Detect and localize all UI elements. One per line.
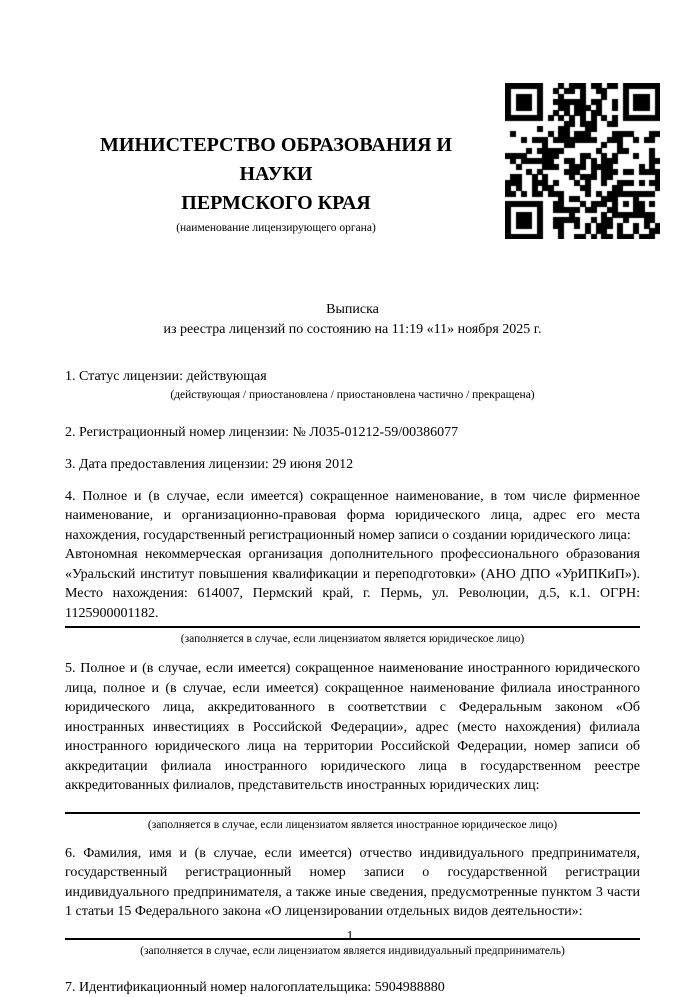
item-license-status: [65, 367, 640, 402]
grant-date-text: 3. Дата предоставления лицензии: 29 июня 2012: [65, 455, 640, 475]
qr-code: [505, 83, 660, 239]
document-title: Выписка: [65, 300, 640, 320]
individual-entrepreneur-fill-caption: (заполняется в случае, если лицензиатом является индивидуальный предприниматель): [65, 945, 640, 958]
legal-entity-description: 4. Полное и (в случае, если имеется) сокращенное наименование, в том числе фирменное наименование, и организационно-правовая форма юридического лица, адрес его места нахождения, государственный регистрационный номер записи о создании юридического лица:: [65, 487, 640, 546]
licensing-authority-header: [65, 131, 487, 235]
document-title-block: [65, 300, 640, 340]
item-registration-number: [65, 423, 640, 443]
page-number: 1: [0, 928, 700, 944]
legal-entity-underline: [65, 626, 640, 628]
legal-entity-value: Автономная некоммерческая организация дополнительного профессионального образования «Уральский институт повышения квалификации и переподготовки» (АНО ДПО «УрИПКиП»). Место нахождения: 614007, Пермский край, г. Пермь, ул. Революции, д.5, к.1. ОГРН: 1125900001182.: [65, 545, 640, 623]
taxpayer-id-text: 7. Идентификационный номер налогоплательщика: 5904988880: [65, 978, 640, 997]
foreign-entity-empty-value-line: [65, 796, 640, 809]
individual-entrepreneur-description: 6. Фамилия, имя и (в случае, если имеется) отчество индивидуального предпринимателя, государственный регистрационный номер записи о государственной регистрации индивидуального предпринимателя, а также иные сведения, предусмотренные пунктом 3 части 1 статьи 15 Федерального закона «О лицензировании отдельных видов деятельности»:: [65, 844, 640, 922]
item-grant-date: [65, 455, 640, 475]
license-details: [65, 367, 640, 997]
item-foreign-entity: [65, 659, 640, 832]
ministry-name-line2: ПЕРМСКОГО КРАЯ: [65, 189, 487, 218]
ministry-name-line1: МИНИСТЕРСТВО ОБРАЗОВАНИЯ И НАУКИ: [65, 131, 487, 189]
foreign-entity-underline: [65, 812, 640, 814]
foreign-entity-description: 5. Полное и (в случае, если имеется) сокращенное наименование иностранного юридического лица, полное и (в случае, если имеется) сокращенное наименование филиала иностранного юридического лица, аккредитованного в соответствии с Федеральным законом «Об иностранных инвестициях в Российской Федерации», адрес (место нахождения) филиала иностранного юридического лица на территории Российской Федерации, номер записи об аккредитации филиала иностранного юридического лица в государственном реестре аккредитованных филиалов, представительств иностранных юридических лиц:: [65, 659, 640, 796]
foreign-entity-fill-caption: (заполняется в случае, если лицензиатом является иностранное юридическое лицо): [65, 819, 640, 832]
license-status-text: 1. Статус лицензии: действующая: [65, 367, 640, 387]
registration-number-text: 2. Регистрационный номер лицензии: № Л035-01212-59/00386077: [65, 423, 640, 443]
item-taxpayer-id: [65, 978, 640, 997]
license-status-options-caption: (действующая / приостановлена / приостановлена частично / прекращена): [65, 389, 640, 402]
legal-entity-fill-caption: (заполняется в случае, если лицензиатом является юридическое лицо): [65, 633, 640, 646]
ministry-caption: (наименование лицензирующего органа): [65, 221, 487, 235]
item-legal-entity: [65, 487, 640, 647]
document-subtitle: из реестра лицензий по состоянию на 11:19 «11» ноября 2025 г.: [65, 320, 640, 340]
